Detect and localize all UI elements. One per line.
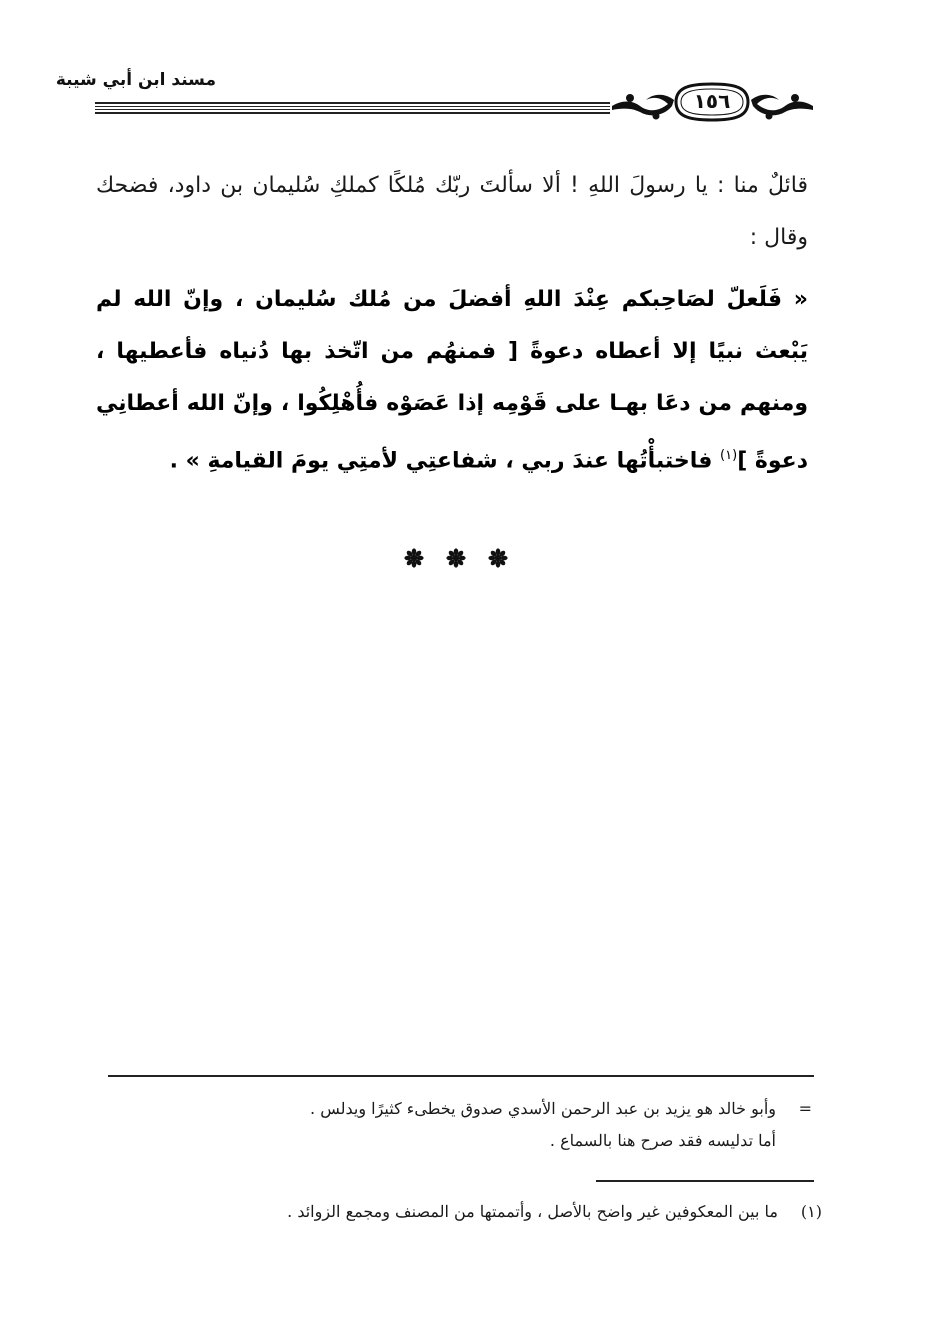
- footnote-continuation-line: [180, 1125, 812, 1157]
- footnote-continuation: [180, 1093, 812, 1157]
- footnote-1: [270, 1196, 822, 1228]
- hadith-text-part-1: « فَلَعلّ لصَاحِبكم عِنْدَ اللهِ أفضلَ من مُلك سُليمان ، وإنّ الله لم يَبْعث نبيًا إلا أعطاه دعوةً [ فمنهُم من اتّخذ بها دُنياه فأعطيها ، ومنهم من دعَا بهـا على قَوْمِه إذا عَصَوْه فأُهْلِكُوا ، وإنّ الله أعطانِي دعوةً ]: [96, 287, 808, 474]
- flower-star-icon: [446, 548, 466, 568]
- footnote-continuation-line: [180, 1093, 812, 1125]
- flower-star-icon: [404, 548, 424, 568]
- footnote-continuation-text-1: وأبو خالد هو يزيد بن عبد الرحمن الأسدي صدوق يخطىء كثيرًا ويدلس .: [310, 1099, 776, 1118]
- hadith-text-part-2: فاختبأْتُها عندَ ربي ، شفاعتِي لأمتِي يومَ القيامةِ » .: [169, 448, 713, 474]
- intro-paragraph: قائلٌ منا : يا رسولَ اللهِ ! ألا سألتَ ربّك مُلكًا كملكِ سُليمان بن داود، فضحك وقال :: [96, 173, 808, 250]
- footnote-number: (١): [800, 1202, 822, 1221]
- running-title: مسند ابن أبي شيبة: [55, 70, 216, 90]
- page-number: ١٥٦: [693, 89, 731, 113]
- header-rule-lines: [95, 102, 610, 114]
- footnote-continuation-text-2: أما تدليسه فقد صرح هنا بالسماع .: [549, 1131, 776, 1150]
- footnote-text: ما بين المعكوفين غير واضح بالأصل ، وأتممتها من المصنف ومجمع الزوائد .: [287, 1202, 778, 1221]
- continuation-marker: =: [798, 1099, 812, 1118]
- main-text: [96, 160, 808, 487]
- flower-star-icon: [488, 548, 508, 568]
- footnote-reference: (١): [720, 448, 738, 463]
- footnote-rule-short: [596, 1180, 814, 1182]
- page-header: [55, 64, 813, 130]
- footnote-rule-top: [108, 1075, 814, 1077]
- footnote-line: [270, 1196, 822, 1228]
- hadith-paragraph: [96, 274, 808, 487]
- section-separator: [390, 540, 520, 576]
